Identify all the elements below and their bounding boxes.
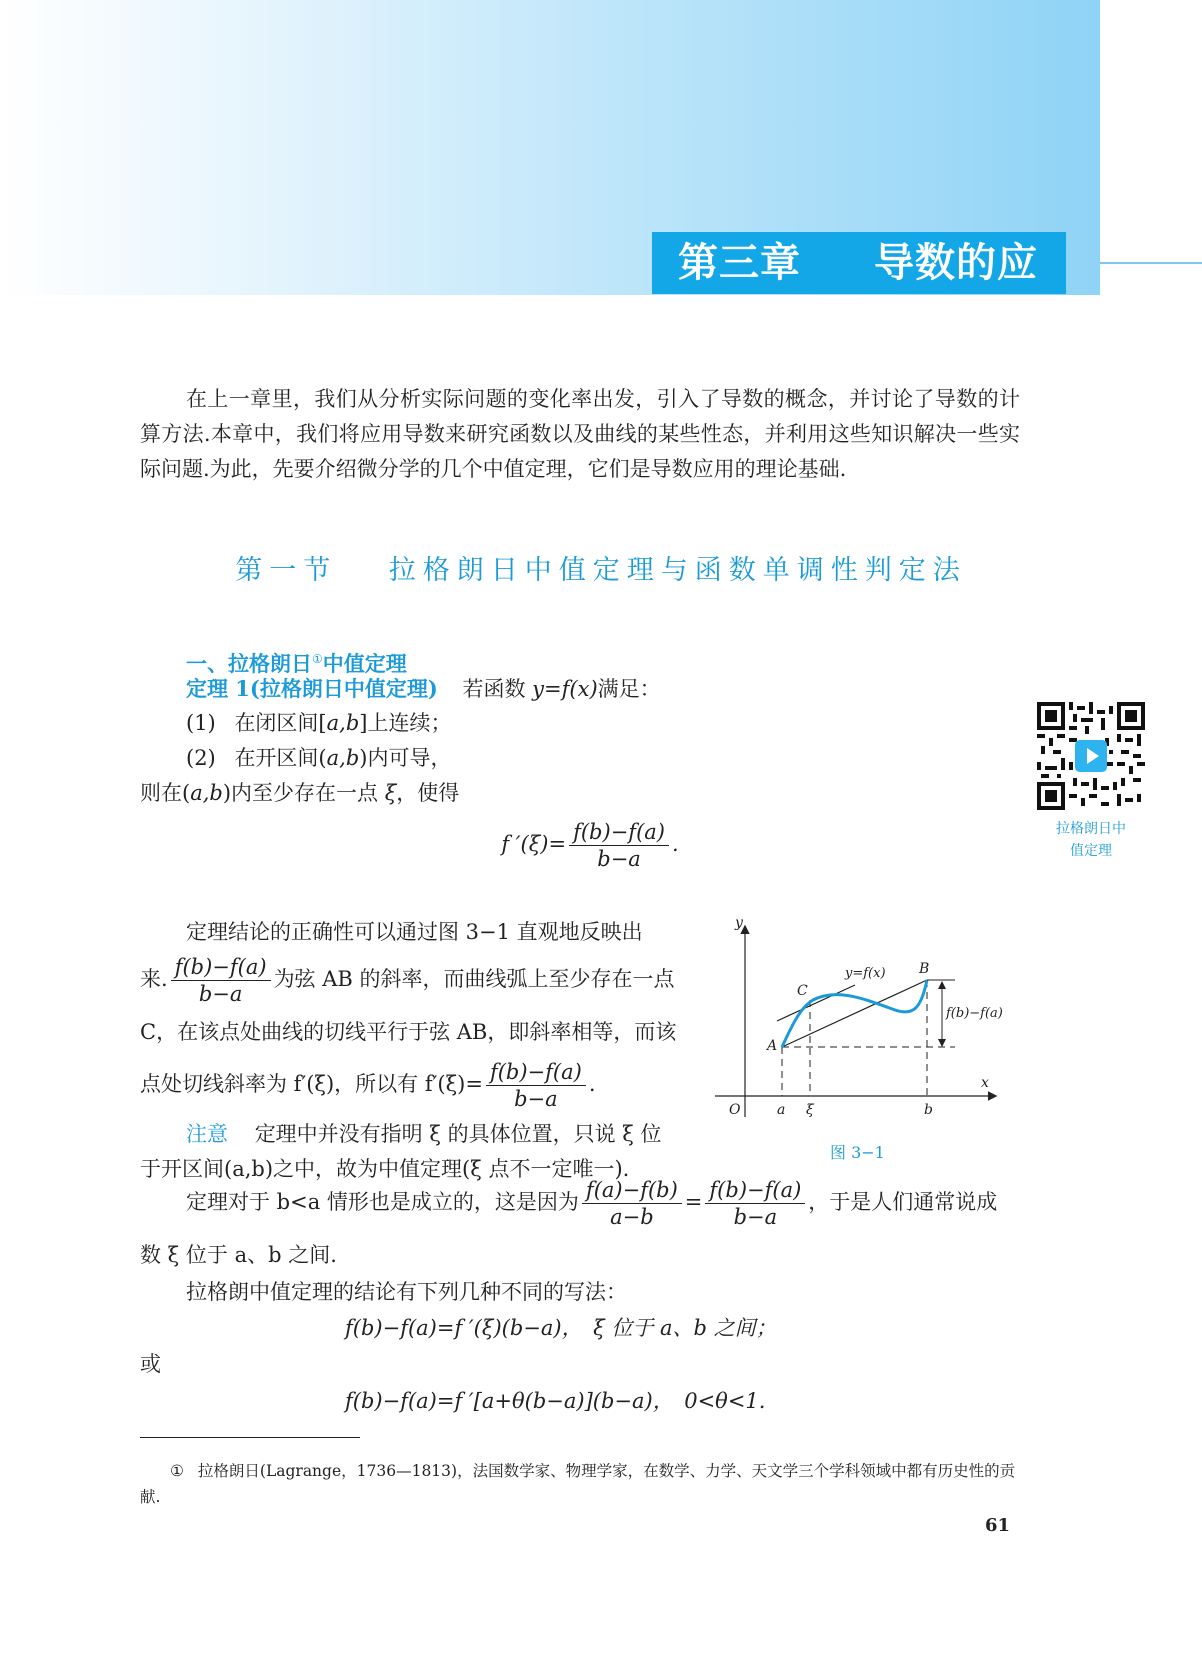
fraction-denominator: b−a — [733, 1205, 778, 1230]
formula-form-2 — [345, 1384, 765, 1419]
intro-paragraph — [140, 382, 1020, 487]
page-number: 61 — [985, 1515, 1011, 1536]
conclusion-text: 则在( — [140, 781, 191, 805]
explanation-text: . — [588, 1072, 596, 1097]
note-label: 注意 — [186, 1122, 228, 1146]
label-b-axis: b — [924, 1102, 933, 1118]
subsection-title-part2: 中值定理 — [322, 651, 407, 676]
explanation-text: 来. — [140, 967, 168, 992]
qr-caption — [1026, 818, 1156, 862]
theorem-formula — [480, 820, 700, 871]
footnote-rule — [140, 1437, 360, 1438]
formula-lhs: f ′(ξ)= — [501, 832, 567, 857]
label-curve: y=f(x) — [845, 966, 886, 981]
theorem-label: 定理 1(拉格朗日中值定理) — [186, 676, 438, 701]
subsection-title-part1: 一、拉格朗日 — [186, 651, 312, 676]
figure-caption: 图 3−1 — [830, 1143, 885, 1162]
condition-text: 在开区间( — [234, 746, 327, 770]
forms-intro-text: 拉格朗中值定理的结论有下列几种不同的写法： — [186, 1280, 627, 1304]
qr-caption-line: 值定理 — [1070, 843, 1112, 859]
condition-text: 在闭区间[ — [234, 711, 327, 735]
fraction-denominator: a−b — [610, 1205, 654, 1230]
qr-code[interactable] — [1037, 702, 1145, 810]
formula-form-1-text: f(b)−f(a)=f ′(ξ)(b−a)， ξ 位于 a、b 之间； — [345, 1316, 777, 1340]
note-line — [186, 1117, 662, 1152]
theorem-intro-end: 满足： — [597, 677, 661, 701]
explanation-line — [140, 955, 675, 1006]
conclusion-interval: a,b — [190, 781, 223, 805]
or-text: 或 — [140, 1352, 161, 1376]
theorem-conclusion — [140, 776, 459, 811]
fraction-numerator: f(a)−f(b) — [582, 1178, 682, 1204]
chapter-number: 第三章 — [678, 240, 801, 286]
forms-intro — [186, 1275, 627, 1310]
note-text: 于开区间(a,b)之中，故为中值定理(ξ 点不一定唯一). — [140, 1157, 630, 1181]
conclusion-text-mid: )内至少存在一点 — [222, 781, 385, 805]
symmetry-text: ，于是人们通常说成 — [808, 1190, 998, 1215]
fraction-numerator: f(b)−f(a) — [486, 1060, 586, 1086]
note-text: 定理中并没有指明 ξ 的具体位置，只说 ξ 位 — [254, 1122, 662, 1146]
explanation-fraction — [171, 955, 271, 1006]
fraction-denominator: b−a — [514, 1087, 558, 1112]
equals-sign: = — [684, 1190, 703, 1215]
section-title-text: 拉格朗日中值定理与函数单调性判定法 — [388, 555, 967, 586]
conclusion-xi: ξ — [384, 781, 397, 805]
explanation-text: 为弦 AB 的斜率，而曲线弧上至少存在一点 — [273, 967, 675, 992]
label-origin: O — [729, 1102, 741, 1118]
explanation-fraction — [486, 1060, 586, 1111]
footnote-mark: ① — [170, 1462, 184, 1480]
label-xi-axis: ξ — [806, 1102, 814, 1118]
footnote — [140, 1458, 1020, 1510]
condition-number: (2) — [186, 746, 216, 770]
symmetry-line — [140, 1238, 337, 1273]
formula-fraction — [569, 820, 669, 871]
label-point-c: C — [797, 983, 808, 999]
label-difference: f(b)−f(a) — [946, 1006, 1003, 1021]
label-y: y — [735, 915, 743, 931]
theorem-condition-2 — [186, 741, 451, 776]
symmetry-fraction-2 — [705, 1178, 805, 1229]
formula-form-2-text: f(b)−f(a)=f ′[a+θ(b−a)](b−a)， 0<θ<1. — [345, 1389, 766, 1413]
formula-end: . — [671, 832, 679, 857]
theorem-statement — [186, 671, 661, 707]
explanation-text: 定理结论的正确性可以通过图 3−1 直观地反映出 — [186, 920, 643, 944]
condition-text-end: ]上连续； — [359, 711, 452, 735]
label-x: x — [981, 1075, 989, 1091]
label-point-a: A — [767, 1038, 778, 1054]
condition-number: (1) — [186, 711, 216, 735]
explanation-line — [140, 1015, 676, 1050]
explanation-line — [140, 1060, 596, 1111]
theorem-function: y=f(x) — [532, 677, 598, 701]
conclusion-text-end: ，使得 — [396, 781, 460, 805]
symmetry-line — [186, 1178, 997, 1229]
fraction-numerator: f(b)−f(a) — [171, 955, 271, 981]
fraction-denominator: b−a — [198, 982, 243, 1007]
theorem-intro: 若函数 — [462, 677, 533, 701]
condition-text-end: )内可导， — [359, 746, 452, 770]
section-number: 第一节 — [235, 555, 338, 586]
header-rule — [1100, 262, 1202, 264]
section-title — [0, 548, 1202, 587]
theorem-condition-1 — [186, 706, 451, 741]
symmetry-text: 定理对于 b<a 情形也是成立的，这是因为 — [186, 1190, 579, 1215]
fraction-denominator: b−a — [597, 847, 641, 872]
figure-3-1 — [705, 905, 1035, 1130]
intro-text: 在上一章里，我们从分析实际问题的变化率出发，引入了导数的概念，并讨论了导数的计算方法.本章中，我们将应用导数来研究函数以及曲线的某些性态，并利用这些知识解决一些实际问题.为此，先要介绍微分学的几个中值定理，它们是导数应用的理论基础. — [140, 387, 1020, 481]
label-point-b: B — [919, 961, 930, 977]
chapter-title: 导数的应用 — [874, 240, 1038, 348]
label-a-axis: a — [777, 1102, 786, 1118]
footnote-text: 拉格朗日(Lagrange，1736—1813)，法国数学家、物理学家，在数学、力学、天文学三个学科领域中都有历史性的贡献. — [140, 1462, 1016, 1506]
or-word — [140, 1347, 161, 1382]
chapter-title-box — [652, 232, 1066, 348]
fraction-numerator: f(b)−f(a) — [705, 1178, 805, 1204]
explanation-text: 点处切线斜率为 f′(ξ)，所以有 f′(ξ)= — [140, 1072, 483, 1097]
tangent-line — [777, 985, 855, 1021]
symmetry-fraction-1 — [582, 1178, 682, 1229]
fraction-numerator: f(b)−f(a) — [569, 820, 669, 846]
qr-caption-line: 拉格朗日中 — [1056, 821, 1126, 837]
condition-interval: a,b — [326, 711, 360, 735]
formula-form-1 — [345, 1311, 777, 1346]
footnote-reference: ① — [312, 652, 323, 666]
condition-interval: a,b — [326, 746, 360, 770]
explanation-line — [186, 915, 643, 950]
symmetry-text: 数 ξ 位于 a、b 之间. — [140, 1243, 337, 1267]
explanation-text: C，在该点处曲线的切线平行于弦 AB，即斜率相等，而该 — [140, 1020, 677, 1044]
